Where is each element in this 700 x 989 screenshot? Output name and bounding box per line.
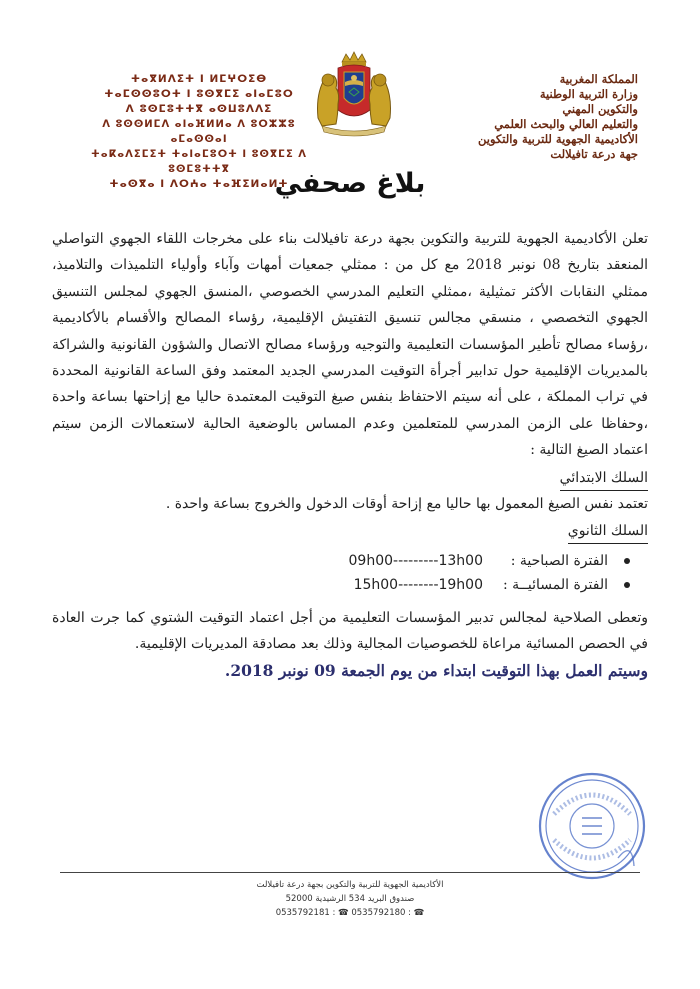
header-arabic-line: المملكة المغربية (559, 72, 638, 86)
secondary-cycle-heading: السلك الثانوي (568, 519, 648, 544)
footer-address: صندوق البريد 534 الرشيدية 52000 (285, 894, 415, 904)
header-arabic-line: وزارة التربية الوطنية (539, 87, 638, 101)
header-arabic-line: جهة درعة تافيلالت (550, 147, 638, 161)
secondary-periods-list (52, 549, 648, 597)
header-arabic-line: والتعليم العالي والبحث العلمي (494, 117, 638, 131)
footer-phones: 0535792181 : ☎ 0535792180 : ☎ (275, 908, 425, 918)
header-tifinagh-line: ⵜⴰⴳⵍⴷⵉⵜ ⵏ ⵍⵎⵖⵔⵉⴱ (130, 73, 268, 85)
authority-paragraph: وتعطى الصلاحية لمجالس تدبير المؤسسات التعليمية من أجل اعتماد التوقيت الشتوي كما جرت العادة في الحصص المسائية مراعاة للخصوصيات المجالية وذلك بعد مصادقة المديريات الإقليمية. (52, 609, 648, 653)
footer-divider (60, 872, 640, 873)
list-item (52, 573, 608, 597)
primary-cycle-text: تعتمد نفس الصيغ المعمول بها حاليا مع إزاحة أوقات الدخول والخروج بساعة واحدة . (165, 496, 648, 513)
list-item (52, 549, 608, 573)
period-label: الفترة المسائيــة : (503, 576, 608, 593)
document-body (52, 226, 648, 684)
header-tifinagh-line: ⵜⴰⵙⴳⴰ ⵏ ⴷⵔⵄⴰ ⵜⴰⴼⵉⵍⴰⵍⵜ (109, 178, 289, 190)
header-tifinagh-line: ⵜⴰⴽⴰⴷⵉⵎⵉⵜ ⵜⴰⵏⴰⵎⵓⵔⵜ ⵏ ⵓⵙⴳⵎⵉ ⴷ ⵓⵙⵎⵓⵜⵜⴳ (90, 149, 308, 175)
header-tifinagh-line: ⴷ ⵓⵙⵙⵍⵎⴷ ⴰⵏⴰⴼⵍⵍⴰ ⴷ ⵓⵔⵣⵣⵓ ⴰⵎⴰⵙⵙⴰⵏ (102, 119, 296, 145)
intro-paragraph: تعلن الأكاديمية الجهوية للتربية والتكوين بجهة درعة تافيلالت بناء على مخرجات اللقاء الجهوي التواصلي المنعقد بتاريخ 08 نونبر 2018 مع كل من : ممثلي جمعيات أمهات وآباء وأولياء التلميذات والتلاميذ، ممثلي النقابات الأكثر تمثيلية ،ممثلي التعليم المدرسي الخصوصي ،المنسق الجهوي لمجلس التنسيق الجهوي التخصصي ، منسقي مجالس تنسيق التفتيش الإقليمية، رؤساء المصالح والأقسام بالأكاديمية ،رؤساء مصالح تأطير المؤسسات التعليمية والتوجيه ورؤساء مصالح الاتصال والشؤون القانونية والشراكة بالمديريات الإقليمية حول تدابير أجرأة التوقيت المدرسي الجديد المعتمد وفق الساعة القانونية المحددة في تراب المملكة ، على أنه سيتم الاحتفاظ بنفس صيغ التوقيت المعتمدة حاليا مع إزاحتها بساعة واحدة ،وحفاظا على الزمن المدرسي للمتعلمين وعدم المساس بالوضعية الحالية لاستعمالات الزمن سيتم اعتماد الصيغ التالية : (52, 231, 649, 459)
header-tifinagh-line: ⴷ ⵓⵙⵎⵓⵜⵜⴳ ⴰⵙⵡⵓⴷⴷⵉ (125, 103, 273, 115)
official-stamp (536, 770, 648, 882)
document-title: بلاغ صحفي (274, 168, 426, 199)
footer-institution: الأكاديمية الجهوية للتربية والتكوين بجهة درعة تافيلالت (256, 880, 444, 890)
period-time: 09h00---------13h00 (348, 552, 483, 569)
header-arabic-line: الأكاديمية الجهوية للتربية والتكوين (477, 132, 638, 146)
closing-statement: وسيتم العمل بهذا التوقيت ابتداء من يوم الجمعة 09 نونبر 2018. (224, 660, 648, 680)
header-arabic-line: والتكوين المهني (562, 102, 638, 116)
period-label: الفترة الصباحية : (510, 552, 608, 569)
period-time: 15h00--------19h00 (353, 576, 483, 593)
header-arabic (423, 72, 638, 162)
header-tifinagh-line: ⵜⴰⵎⵙⵙⵓⵔⵜ ⵏ ⵓⵙⴳⵎⵉ ⴰⵏⴰⵎⵓⵔ (104, 88, 294, 100)
primary-cycle-heading: السلك الابتدائي (560, 466, 648, 491)
footer (0, 878, 700, 920)
coat-of-arms-emblem (308, 48, 400, 140)
